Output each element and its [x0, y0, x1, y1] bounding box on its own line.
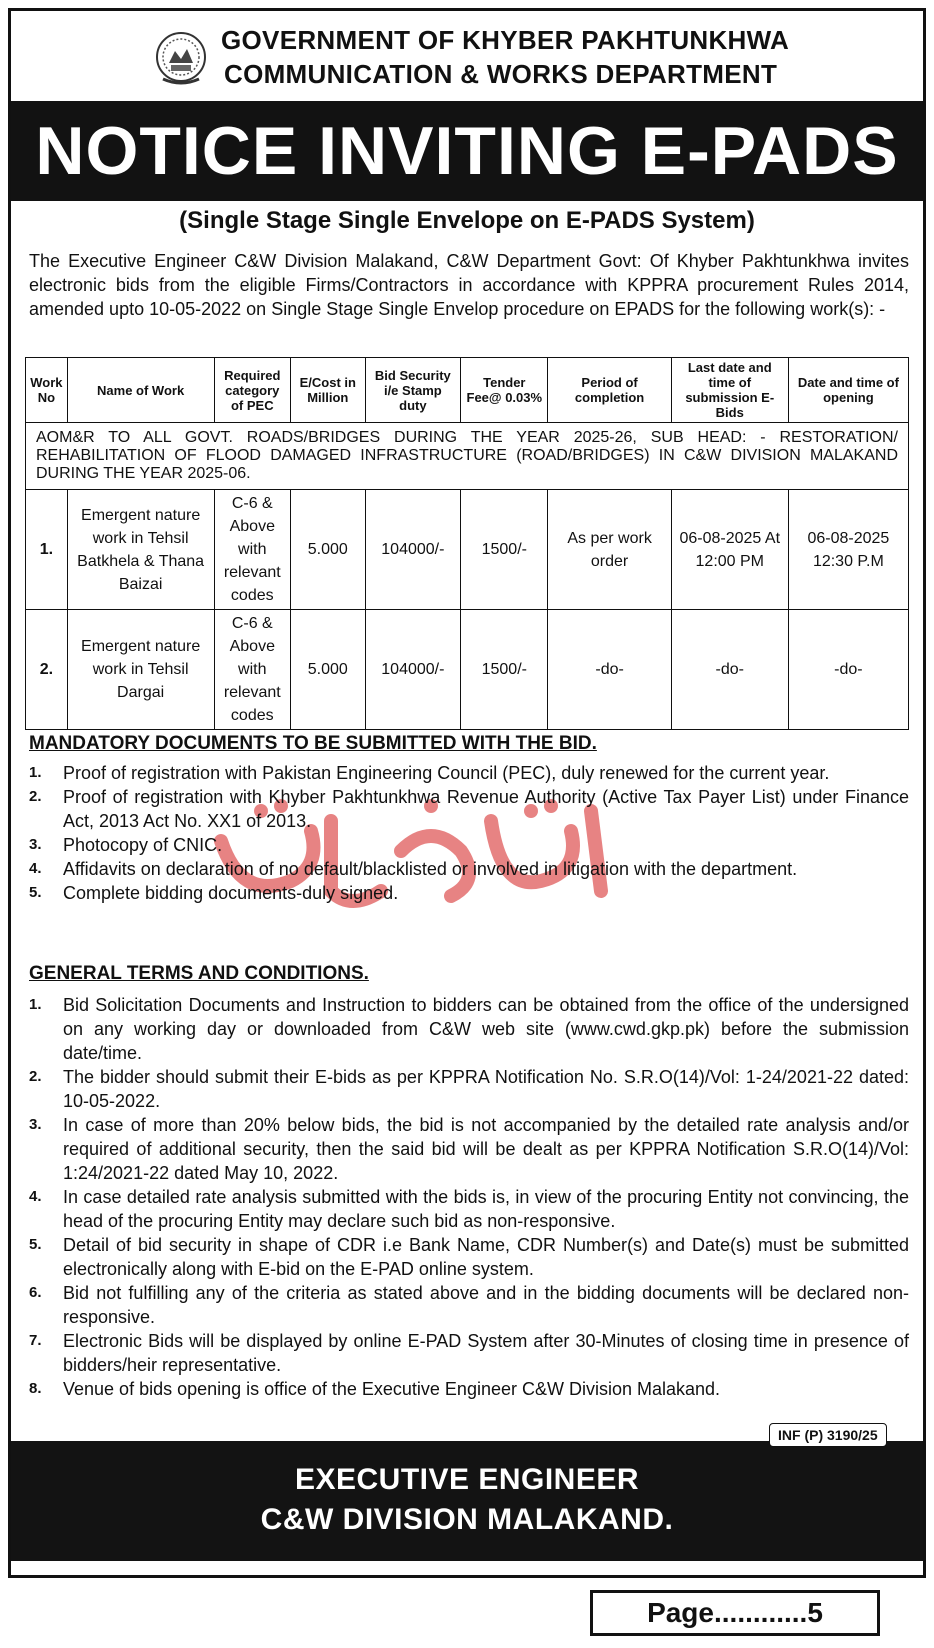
title-banner — [11, 101, 923, 201]
item-text: Proof of registration with Khyber Pakhtunkhwa Revenue Authority (Active Tax Payer List) under Finance Act, 2013 Act No. XX1 of 2013. — [63, 787, 909, 831]
bid-security: 104000/- — [365, 490, 461, 610]
signoff-band — [11, 1441, 923, 1561]
org-name-line-2: COMMUNICATION & WORKS DEPARTMENT — [224, 59, 778, 89]
item-text: Affidavits on declaration of no default/blacklisted or involved in litigation with the department. — [63, 859, 798, 879]
list-item — [29, 857, 909, 881]
submission-deadline: 06-08-2025 At 12:00 PM — [671, 490, 788, 610]
list-item — [29, 1065, 909, 1113]
list-item — [29, 1113, 909, 1185]
item-number: 1. — [29, 764, 42, 781]
column-header: Work No — [26, 358, 68, 423]
tender-fee: 1500/- — [461, 610, 548, 730]
item-text: In case detailed rate analysis submitted with the bids is, in view of the procuring Entity not convincing, the head of the procuring Entity may declare such bid as non-responsive. — [63, 1187, 909, 1231]
signoff-designation: EXECUTIVE ENGINEER — [294, 1463, 640, 1496]
org-name-line-1: GOVERNMENT OF KHYBER PAKHTUNKHWA — [221, 25, 790, 55]
item-text: Complete bidding documents-duly signed. — [63, 883, 399, 903]
item-number: 5. — [29, 1236, 42, 1253]
notice-header — [11, 11, 923, 101]
table-row — [26, 610, 909, 730]
item-number: 3. — [29, 836, 42, 853]
column-header: E/Cost in Million — [291, 358, 365, 423]
list-item — [29, 833, 909, 857]
item-number: 3. — [29, 1116, 42, 1133]
item-number: 8. — [29, 1380, 42, 1397]
completion-period: As per work order — [548, 490, 671, 610]
signoff-office: C&W DIVISION MALAKAND. — [260, 1503, 674, 1536]
notice-title: NOTICE INVITING E-PADS — [35, 113, 899, 189]
work-name: Emergent nature work in Tehsil Batkhela & Thana Baizai — [67, 490, 214, 610]
item-text: Bid not fulfilling any of the criteria as stated above and in the bidding documents will be declared non-responsive. — [63, 1283, 909, 1327]
list-item — [29, 1329, 909, 1377]
column-header: Bid Security i/e Stamp duty — [365, 358, 461, 423]
item-number: 6. — [29, 1284, 42, 1301]
pec-category: C-6 & Above with relevant codes — [214, 610, 291, 730]
list-item — [29, 881, 909, 905]
opening-date: -do- — [788, 610, 908, 730]
estimated-cost: 5.000 — [291, 490, 365, 610]
item-text: Photocopy of CNIC. — [63, 835, 223, 855]
column-header: Required category of PEC — [214, 358, 291, 423]
item-number: 1. — [29, 996, 42, 1013]
item-number: 2. — [29, 788, 42, 805]
item-text: Bid Solicitation Documents and Instruction to bidders can be obtained from the office of the undersigned on any working day or downloaded from C&W web site (www.cwd.gkp.pk) before the submission date/time. — [63, 995, 909, 1063]
list-item — [29, 993, 909, 1065]
bid-security: 104000/- — [365, 610, 461, 730]
general-terms-list — [29, 993, 909, 1401]
table-row — [26, 490, 909, 610]
notice-subtitle: (Single Stage Single Envelope on E-PADS System) — [179, 207, 755, 234]
column-header: Name of Work — [67, 358, 214, 423]
item-text: Electronic Bids will be displayed by online E-PAD System after 30-Minutes of closing time in presence of bidders/heir representative. — [63, 1331, 909, 1375]
list-item — [29, 1233, 909, 1281]
column-header: Date and time of opening — [788, 358, 908, 423]
list-item — [29, 785, 909, 833]
column-header: Last date and time of submission E-Bids — [671, 358, 788, 423]
submission-deadline: -do- — [671, 610, 788, 730]
list-item — [29, 1281, 909, 1329]
item-text: Detail of bid security in shape of CDR i.e Bank Name, CDR Number(s) and Date(s) must be submitted electronically along with E-bid on the E-PAD online system. — [63, 1235, 909, 1279]
mandatory-documents-list — [29, 761, 909, 905]
list-item — [29, 1377, 909, 1401]
item-text: Venue of bids opening is office of the Executive Engineer C&W Division Malakand. — [63, 1379, 721, 1399]
intro-paragraph: The Executive Engineer C&W Division Malakand, C&W Department Govt: Of Khyber Pakhtunkhwa invites electronic bids from the eligible Firms/Contractors in accordance with KPPRA procurement Rules 2014, amended upto 10-05-2022 on Single Stage Single Envelop procedure on EPADS for the following work(s): - — [29, 251, 909, 319]
list-item — [29, 761, 909, 785]
tender-fee: 1500/- — [461, 490, 548, 610]
item-number: 7. — [29, 1332, 42, 1349]
scheme-heading: AOM&R TO ALL GOVT. ROADS/BRIDGES DURING THE YEAR 2025-26, SUB HEAD: - RESTORATION/ REHABILITATION OF FLOOD DAMAGED INFRASTRUCTURE (ROAD/BRIDGES) IN C&W DIVISION MALAKAND DURING THE YEAR 2025-06. — [26, 423, 909, 490]
scheme-heading-row — [26, 423, 909, 490]
completion-period: -do- — [548, 610, 671, 730]
item-number: 4. — [29, 860, 42, 877]
pec-category: C-6 & Above with relevant codes — [214, 490, 291, 610]
column-header: Period of completion — [548, 358, 671, 423]
item-text: The bidder should submit their E-bids as per KPPRA Notification No. S.R.O(14)/Vol: 1-24/2021-22 dated: 10-05-2022. — [63, 1067, 909, 1111]
work-name: Emergent nature work in Tehsil Dargai — [67, 610, 214, 730]
notice-frame — [8, 8, 926, 1578]
work-number: 2. — [26, 610, 68, 730]
page-number-box — [590, 1590, 880, 1636]
item-text: In case of more than 20% below bids, the bid is not accompanied by the detailed rate analysis and/or required of additional security, then the said bid will be dealt as per KPPRA Notification S.R.O(14)/Vol: 1:24/2021-22 dated May 10, 2022. — [63, 1115, 909, 1183]
work-number: 1. — [26, 490, 68, 610]
item-number: 4. — [29, 1188, 42, 1205]
advertisement-reference: INF (P) 3190/25 — [769, 1423, 887, 1447]
mandatory-documents-title: MANDATORY DOCUMENTS TO BE SUBMITTED WITH THE BID. — [29, 733, 597, 754]
page-number-label: Page............5 — [647, 1597, 823, 1628]
general-terms-title: GENERAL TERMS AND CONDITIONS. — [29, 963, 369, 984]
kp-government-emblem-icon — [151, 29, 211, 89]
opening-date: 06-08-2025 12:30 P.M — [788, 490, 908, 610]
estimated-cost: 5.000 — [291, 610, 365, 730]
works-table — [25, 357, 909, 730]
item-number: 5. — [29, 884, 42, 901]
item-number: 2. — [29, 1068, 42, 1085]
list-item — [29, 1185, 909, 1233]
column-header: Tender Fee@ 0.03% — [461, 358, 548, 423]
table-header-row — [26, 358, 909, 423]
item-text: Proof of registration with Pakistan Engineering Council (PEC), duly renewed for the current year. — [63, 763, 830, 783]
